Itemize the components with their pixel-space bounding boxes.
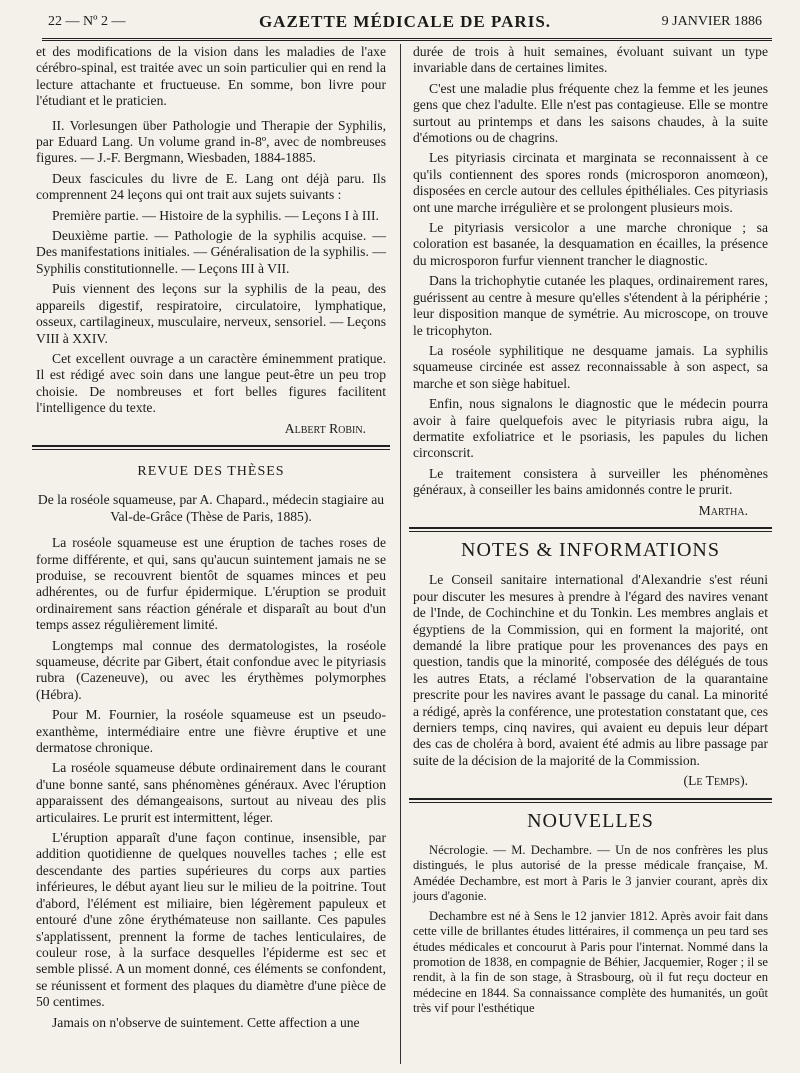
paragraph: Enfin, nous signalons le diagnostic que le médecin pourra avoir à faire quelquefois avec le pityriasis rubra aigu, la dermatite exfoliatrice et le psoriasis, les papules du lichen circonscrit. [413, 396, 768, 461]
paragraph: Les pityriasis circinata et marginata se reconnaissent à ce qu'ils contiennent des spores ronds (microsporon anomœon), disposées en cercle autour des cellules épithéliales. Ces pityriasis ont une marche irrégulière et se prolongent plusieurs mois. [413, 150, 768, 215]
paragraph: Deux fascicules du livre de E. Lang ont déjà paru. Ils comprennent 24 leçons qui ont trait aux sujets suivants : [36, 170, 386, 203]
paragraph: Le pityriasis versicolor a une marche chronique ; sa coloration est basanée, la desquamation en écailles, la présence du microsporon furfur viennent trancher le diagnostic. [413, 220, 768, 268]
right-column [413, 44, 768, 1021]
paragraph: Première partie. — Histoire de la syphilis. — Leçons I à III. [52, 207, 379, 223]
issue-date: 9 JANVIER 1886 [661, 14, 762, 29]
paragraph: Dans la trichophytie cutanée les plaques, ordinairement rares, guérissent au centre à mesure qu'elles s'étendent à la périphérie ; leur disposition manque de symétrie. Au microscope, on trouve le tricophyton. [413, 273, 768, 338]
signature: (Le Temps). [683, 773, 748, 789]
signature: Martha. [698, 502, 748, 518]
paragraph: C'est une maladie plus fréquente chez la femme et les jeunes gens que chez l'adulte. Elle n'est pas contagieuse. Elle se montre surtout au printemps et dans les saisons chaudes, à la suite d'émotions ou de chagrins. [413, 80, 768, 146]
paragraph: Le traitement consistera à surveiller les phénomènes généraux, à conseiller les bains amidonnés contre le prurit. [413, 465, 768, 498]
book-review-title: II. Vorlesungen über Pathologie und Therapie der Syphilis, par Eduard Lang. Un volume grand in-8º, avec de nombreuses figures. — J.-F. Bergmann, Wiesbaden, 1884-1885. [36, 117, 386, 166]
paragraph: La roséole squameuse est une éruption de taches roses de forme différente, et qui, sans qu'aucun suintement jamais ne se produise, se recouvrent bientôt de squames minces et peu adhérentes, ou de furfur épidermique. L'éruption se produit ordinairement sans réaction générale et disparaît au bout d'un temps assez régulièrement limité. [36, 535, 386, 633]
signature: Albert Robin. [284, 420, 366, 436]
paragraph: Puis viennent des leçons sur la syphilis de la peau, des appareils digestif, respiratoire, circulatoire, lymphatique, osseux, cartilagineux, musculaire, nerveux, sensoriel. — Leçons VIII à XXIV. [36, 281, 386, 346]
section-heading: NOUVELLES [527, 809, 654, 832]
page-header [40, 12, 770, 36]
thesis-title: De la roséole squameuse, par A. Chapard., médecin stagiaire au Val-de-Grâce (Thèse de Paris, 1885). [37, 492, 385, 524]
section-separator [409, 527, 772, 532]
paragraph: Nécrologie. — M. Dechambre. — Un de nos confrères les plus distingués, le plus autorisé de la presse médicale française, M. Amédée Dechambre, est mort à Paris le 3 janvier courant, après dix jours d'agonie. [413, 843, 768, 904]
paragraph: et des modifications de la vision dans les maladies de l'axe cérébro-spinal, est traitée avec un soin particulier qui en rend la lecture attachante et fructueuse. En somme, bon livre pour l'étudiant et le praticien. [36, 44, 386, 109]
section-heading: REVUE DES THÈSES [137, 463, 285, 479]
paragraph: La roséole squameuse débute ordinairement dans le courant d'une bonne santé, sans phénomènes généraux. Avec l'éruption apparaissent des démangeaisons, surtout au niveau des plis articulaires. Le prurit est intermittent, léger. [36, 760, 386, 825]
paragraph: L'éruption apparaît d'une façon continue, insensible, par addition quotidienne de quelques nouvelles taches ; elle est descendante des parties supérieures du corps aux parties inférieures, le début ayant lieu sur le milieu de la poitrine. Tout d'abord, l'élément est miliaire, bien légèrement papuleux et entouré d'une zône érythémateuse non saillante. Ces papules s'applatissent, prennent la forme de taches lenticulaires, de couleur rose, à la surface desquelles l'épiderme est sec et semble plissé. A un moment donné, ces éléments se confondent, se réunissent et forment des plaques du diamètre d'une pièce de 50 centimes. [36, 830, 386, 1010]
page-number: 22 — Nº 2 — [48, 14, 126, 29]
paragraph: Longtemps mal connue des dermatologistes, la roséole squameuse, décrite par Gibert, était confondue avec le pityriasis rubra (Cazeneuve), ou avec les érythèmes polymorphes (Hébra). [36, 637, 386, 702]
section-separator [409, 798, 772, 803]
column-divider [400, 44, 401, 1064]
paragraph: Jamais on n'observe de suintement. Cette affection a une [52, 1014, 360, 1030]
section-heading: NOTES & INFORMATIONS [461, 538, 720, 561]
paragraph: Pour M. Fournier, la roséole squameuse est un pseudo-exanthème, intermédiaire entre une fièvre éruptive et une dermatose chronique. [36, 707, 386, 756]
section-separator [32, 445, 390, 450]
header-rule [42, 38, 772, 41]
paragraph: Le Conseil sanitaire international d'Alexandrie s'est réuni pour discuter les mesures à prendre à l'égard des navires venant de l'Inde, de Cochinchine et du Tonkin. Les membres anglais et égyptiens de la Commission, qui en forment la majorité, ont demandé la libre pratique pour les provenances des pays en question, tandis que la minorité, composée des délégués de tous les autres Etats, a réclamé l'observation de la quarantaine prescrite pour les navires avant le passage du canal. La minorité a rédigé, après la conférence, une protestation constatant que, ces derniers temps, cinq navires, qui avaient eu depuis leur départ des cas de choléra à bord, avaient été admis au libre passage par suite de la décision de la majorité de la Commission. [413, 572, 768, 768]
journal-title: GAZETTE MÉDICALE DE PARIS. [258, 12, 552, 31]
paragraph: La roséole syphilitique ne desquame jamais. La syphilis squameuse circinée est assez reconnaissable à son aspect, sa marche et son siège habituel. [413, 342, 768, 391]
left-column [36, 44, 386, 1035]
paragraph: Deuxième partie. — Pathologie de la syphilis acquise. — Des manifestations initiales. — Généralisation de la syphilis. — Syphilis constitutionnelle. — Leçons III à VII. [36, 228, 386, 276]
paragraph: durée de trois à huit semaines, évoluant suivant un type invariable dans de certaines limites. [413, 44, 768, 76]
paragraph: Dechambre est né à Sens le 12 janvier 1812. Après avoir fait dans cette ville de brillantes études littéraires, il commença un peu tard ses études médicales et concourut à Paris pour l'internat. Nommé dans la promotion de 1838, en compagnie de Béhier, Jacquemier, Roger ; il se rendit, à la fin de son stage, à Strasbourg, où il fut reçu docteur en médecine en 1844. Sa connaissance complète des humanités, un goût très vif pour l'esthétique [413, 908, 768, 1016]
paragraph: Cet excellent ouvrage a un caractère éminemment pratique. Il est rédigé avec soin dans une langue peut-être un peu trop choisie. De nombreuses et fort belles figures facilitent l'intelligence du texte. [36, 350, 386, 416]
